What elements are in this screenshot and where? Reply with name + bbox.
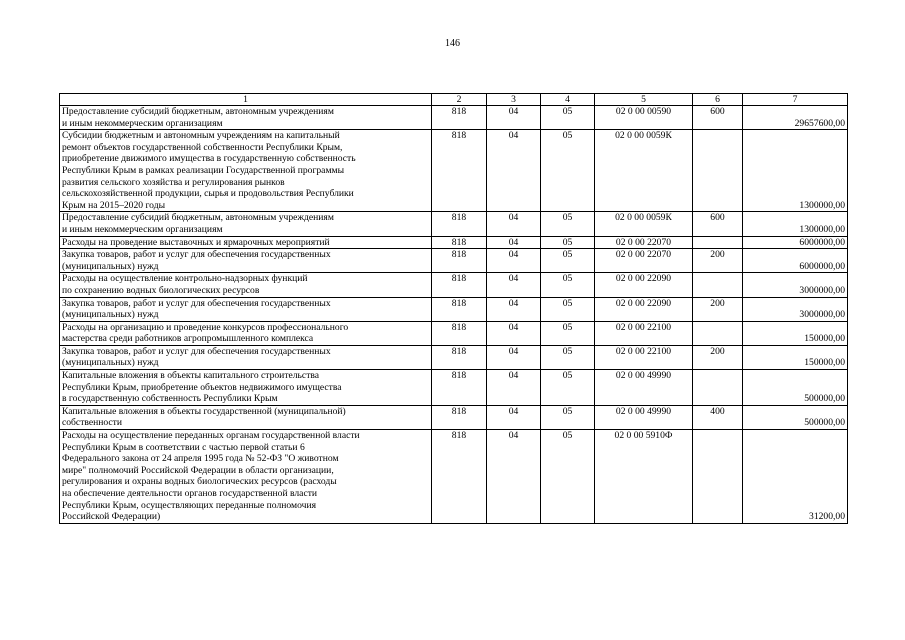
budget-table <box>59 93 848 524</box>
row-code-5: 02 0 00 22100 <box>595 345 693 369</box>
header-cell-3: 3 <box>487 94 541 106</box>
row-code-4: 05 <box>541 130 595 212</box>
row-amount: 1300000,00 <box>743 212 848 236</box>
row-code-4: 05 <box>541 345 595 369</box>
row-code-3: 04 <box>487 273 541 297</box>
row-code-5: 02 0 00 22090 <box>595 297 693 321</box>
row-code-4: 05 <box>541 297 595 321</box>
row-code-5: 02 0 00 22090 <box>595 273 693 297</box>
row-code-5: 02 0 00 5910Ф <box>595 430 693 524</box>
row-code-2: 818 <box>432 321 487 345</box>
row-code-2: 818 <box>432 370 487 406</box>
row-amount: 6000000,00 <box>743 236 848 249</box>
table-row <box>60 345 848 369</box>
row-description: Расходы на организацию и проведение конкурсов профессионального мастерства среди работников агропромышленного комплекса <box>60 321 432 345</box>
row-code-4: 05 <box>541 405 595 429</box>
row-code-2: 818 <box>432 106 487 130</box>
table-row <box>60 273 848 297</box>
row-code-3: 04 <box>487 236 541 249</box>
row-description: Предоставление субсидий бюджетным, автономным учреждениям и иным некоммерческим организациям <box>60 212 432 236</box>
row-code-4: 05 <box>541 430 595 524</box>
row-amount: 150000,00 <box>743 345 848 369</box>
row-code-6: 600 <box>693 212 743 236</box>
row-code-5: 02 0 00 0059К <box>595 130 693 212</box>
row-code-3: 04 <box>487 212 541 236</box>
row-description: Закупка товаров, работ и услуг для обеспечения государственных (муниципальных) нужд <box>60 297 432 321</box>
row-code-3: 04 <box>487 297 541 321</box>
row-code-2: 818 <box>432 345 487 369</box>
row-code-6: 600 <box>693 106 743 130</box>
row-code-3: 04 <box>487 106 541 130</box>
header-cell-4: 4 <box>541 94 595 106</box>
row-code-4: 05 <box>541 106 595 130</box>
row-code-3: 04 <box>487 130 541 212</box>
row-code-2: 818 <box>432 297 487 321</box>
row-code-5: 02 0 00 00590 <box>595 106 693 130</box>
row-code-6 <box>693 273 743 297</box>
row-description: Закупка товаров, работ и услуг для обеспечения государственных (муниципальных) нужд <box>60 345 432 369</box>
row-code-4: 05 <box>541 273 595 297</box>
row-code-6 <box>693 130 743 212</box>
table-row <box>60 430 848 524</box>
row-description: Капитальные вложения в объекты государственной (муниципальной) собственности <box>60 405 432 429</box>
header-cell-7: 7 <box>743 94 848 106</box>
row-description: Закупка товаров, работ и услуг для обеспечения государственных (муниципальных) нужд <box>60 249 432 273</box>
row-amount: 1300000,00 <box>743 130 848 212</box>
row-description: Капитальные вложения в объекты капитального строительства Республики Крым, приобретение объектов недвижимого имущества в государственную собственность Республики Крым <box>60 370 432 406</box>
row-code-6: 200 <box>693 249 743 273</box>
row-code-3: 04 <box>487 321 541 345</box>
row-code-5: 02 0 00 22100 <box>595 321 693 345</box>
row-amount: 3000000,00 <box>743 297 848 321</box>
row-code-5: 02 0 00 49990 <box>595 405 693 429</box>
row-description: Субсидии бюджетным и автономным учреждениям на капитальный ремонт объектов государственной собственности Республики Крым, приобретение движимого имущества в государственную собственность Республики Крым в рамках реализации Государственной программы развития сельского хозяйства и регулирования рынков сельскохозяйственной продукции, сырья и продовольствия Республики Крым на 2015–2020 годы <box>60 130 432 212</box>
row-code-2: 818 <box>432 249 487 273</box>
row-code-6 <box>693 430 743 524</box>
header-cell-2: 2 <box>432 94 487 106</box>
row-code-5: 02 0 00 22070 <box>595 249 693 273</box>
table-row <box>60 321 848 345</box>
row-description: Расходы на проведение выставочных и ярмарочных мероприятий <box>60 236 432 249</box>
row-description: Предоставление субсидий бюджетным, автономным учреждениям и иным некоммерческим организациям <box>60 106 432 130</box>
header-cell-6: 6 <box>693 94 743 106</box>
row-code-3: 04 <box>487 345 541 369</box>
row-code-3: 04 <box>487 249 541 273</box>
row-code-5: 02 0 00 49990 <box>595 370 693 406</box>
row-amount: 150000,00 <box>743 321 848 345</box>
row-code-2: 818 <box>432 273 487 297</box>
page-number: 146 <box>445 38 460 49</box>
header-cell-5: 5 <box>595 94 693 106</box>
table-row <box>60 405 848 429</box>
row-code-4: 05 <box>541 212 595 236</box>
row-amount: 6000000,00 <box>743 249 848 273</box>
row-description: Расходы на осуществление переданных органам государственной власти Республики Крым в соответствии с частью первой статьи 6 Федерального закона от 24 апреля 1995 года № 52-ФЗ "О животном мире" полномочий Российской Федерации в области организации, регулирования и охраны водных биологических ресурсов (расходы на обеспечение деятельности органов государственной власти Республики Крым, осуществляющих переданные полномочия Российской Федерации) <box>60 430 432 524</box>
row-code-5: 02 0 00 22070 <box>595 236 693 249</box>
row-code-4: 05 <box>541 249 595 273</box>
row-code-6 <box>693 236 743 249</box>
table-header-row <box>60 94 848 106</box>
row-amount: 500000,00 <box>743 370 848 406</box>
row-code-6: 200 <box>693 345 743 369</box>
row-code-6 <box>693 370 743 406</box>
row-code-2: 818 <box>432 236 487 249</box>
row-code-6 <box>693 321 743 345</box>
row-amount: 3000000,00 <box>743 273 848 297</box>
row-amount: 29657600,00 <box>743 106 848 130</box>
row-amount: 31200,00 <box>743 430 848 524</box>
table-row <box>60 236 848 249</box>
row-code-6: 200 <box>693 297 743 321</box>
table-row <box>60 106 848 130</box>
row-code-3: 04 <box>487 430 541 524</box>
row-code-2: 818 <box>432 430 487 524</box>
header-cell-1: 1 <box>60 94 432 106</box>
table-row <box>60 130 848 212</box>
row-code-6: 400 <box>693 405 743 429</box>
row-code-2: 818 <box>432 212 487 236</box>
row-code-3: 04 <box>487 370 541 406</box>
row-code-4: 05 <box>541 321 595 345</box>
row-code-5: 02 0 00 0059К <box>595 212 693 236</box>
row-code-3: 04 <box>487 405 541 429</box>
table-row <box>60 297 848 321</box>
table-row <box>60 212 848 236</box>
table-row <box>60 370 848 406</box>
row-description: Расходы на осуществление контрольно-надзорных функций по сохранению водных биологических ресурсов <box>60 273 432 297</box>
row-code-4: 05 <box>541 236 595 249</box>
row-amount: 500000,00 <box>743 405 848 429</box>
table-row <box>60 249 848 273</box>
row-code-2: 818 <box>432 130 487 212</box>
row-code-4: 05 <box>541 370 595 406</box>
row-code-2: 818 <box>432 405 487 429</box>
